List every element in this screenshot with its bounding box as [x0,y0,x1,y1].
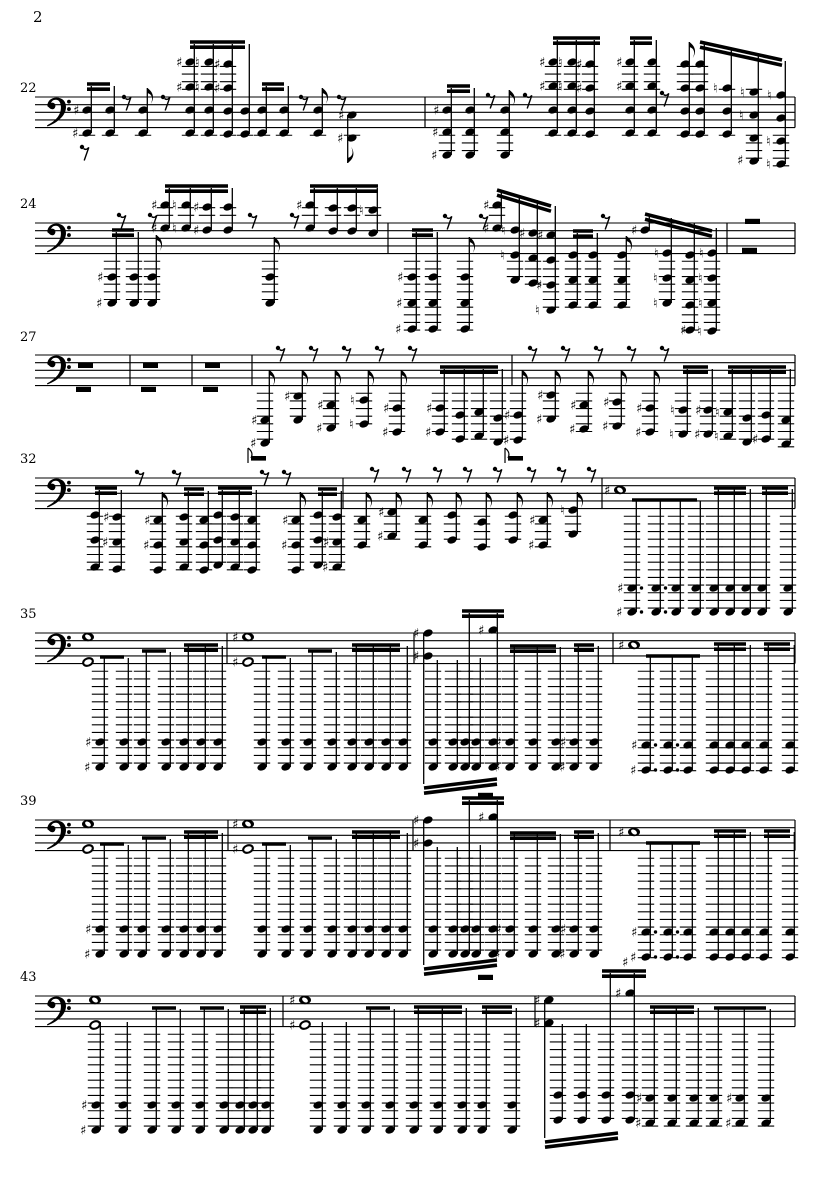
eighth-rest [309,346,313,350]
accidental: ♯ [635,425,642,441]
rest-dash [251,456,266,461]
whole-rest [143,363,158,368]
whole-rest [203,387,218,392]
eighth-rest [557,467,561,471]
accidental: ♯ [84,760,91,776]
bass-clef-icon [67,643,71,647]
flag [547,492,553,508]
accidental: ♯ [433,103,440,119]
accidental: ♯ [576,81,583,97]
eighth-rest [122,95,126,99]
accidental: ♯ [72,126,79,142]
accidental: ♯ [602,419,609,435]
bass-clef-icon [67,100,71,104]
whole-rest [478,975,493,980]
accidental: ♯ [560,735,567,751]
bass-clef-icon [67,358,71,362]
eighth-rest [161,95,165,99]
bass-clef-icon [49,639,55,645]
bass-clef-icon [67,830,71,834]
accidental: ♯ [604,483,611,499]
accidental: ♯ [413,649,420,665]
augmentation-dot [640,610,643,613]
eighth-rest [627,346,631,350]
flag [469,237,475,253]
accidental: ♯ [81,1098,88,1114]
accidental: ♯ [631,223,638,239]
flag [689,42,695,58]
measure-number: 22 [20,81,37,96]
accidental: ♯ [214,81,221,97]
flag [162,492,168,508]
accidental: ♯ [539,55,546,71]
accidental: ♮ [501,223,506,239]
accidental: ♯ [232,817,239,833]
eighth-rest [443,214,447,218]
measure-number: 24 [20,197,37,212]
accidental: ♯ [103,510,110,526]
flag [366,492,372,508]
accidental: ♮ [713,81,718,97]
accidental: ♯ [615,986,622,1002]
accidental: ♯ [281,538,288,554]
accidental: ♯ [395,322,402,338]
accidental: ♯ [539,79,546,95]
accidental: ♮ [349,417,354,433]
accidental: ♮ [698,271,703,287]
accidental: ♮ [766,134,771,150]
accidental: ♯ [338,108,345,124]
bass-clef-icon [67,999,71,1003]
accidental: ♯ [232,655,239,671]
accidental: ♯ [503,433,510,449]
augmentation-dot [664,610,667,613]
system-22 [20,38,795,173]
measure-number: 43 [20,970,37,985]
eighth-rest [172,470,176,474]
page-number: 2 [33,8,43,26]
augmentation-dot [676,743,679,746]
flag [456,492,462,508]
accidental: ♯ [176,55,183,71]
accidental: ♮ [172,198,177,214]
accidental: ♯ [232,842,239,858]
accidental: ♯ [193,200,200,216]
eighth-rest [660,346,664,350]
flag [577,492,583,508]
accidental: ♯ [337,131,344,147]
accidental: ♯ [616,605,623,621]
accidental: ♯ [559,760,566,776]
accidental: ♯ [382,425,389,441]
eighth-rest [135,470,139,474]
accidental: ♯ [737,153,744,169]
eighth-rest [370,467,374,471]
accidental: ♯ [97,270,104,286]
accidental: ♮ [500,248,505,264]
whole-rest [745,219,760,224]
eighth-rest [276,346,280,350]
bass-clef-icon [67,233,71,237]
accidental: ♮ [654,246,659,262]
accidental: ♮ [739,108,744,124]
flag [147,88,153,104]
accidental: ♯ [85,922,92,938]
accidental: ♯ [536,278,543,294]
measure-number: 32 [20,452,37,467]
accidental: ♯ [73,103,80,119]
bass-clef-icon [67,226,71,230]
accidental: ♯ [537,388,544,404]
accidental: ♯ [483,198,490,214]
whole-rest [78,363,93,368]
accidental: ♯ [193,223,200,239]
augmentation-dot [654,930,657,933]
accidental: ♯ [636,1091,643,1107]
accidental: ♯ [289,1018,296,1034]
accidental: ♮ [558,79,563,95]
accidental: ♯ [214,57,221,73]
eighth-rest [561,346,565,350]
accidental: ♯ [534,993,541,1009]
accidental: ♯ [603,395,610,411]
system-24 [20,186,795,340]
bass-clef-icon [49,103,55,109]
eighth-rest [290,213,294,217]
accidental: ♯ [176,80,183,96]
accidental: ♯ [85,735,92,751]
bass-clef-icon [49,826,55,832]
accidental: ♮ [535,303,540,319]
accidental: ♯ [504,408,511,424]
eighth-rest [463,467,467,471]
system-39 [20,794,798,980]
accidental: ♯ [151,221,158,237]
accidental: ♯ [630,950,637,966]
accidental: ♯ [84,947,91,963]
flag [396,492,402,508]
accidental: ♯ [396,296,403,312]
accidental: ♯ [316,421,323,437]
accidental: ♮ [766,157,771,173]
accidental: ♮ [699,246,704,262]
accidental: ♮ [698,296,703,312]
bass-clef-icon [67,488,71,492]
bass-clef-icon [67,107,71,111]
accidental: ♯ [559,947,566,963]
flag [274,237,280,253]
accidental: ♯ [232,630,239,646]
accidental: ♯ [317,398,324,414]
bass-clef-icon [49,484,55,490]
augmentation-dot [664,586,667,589]
accidental: ♯ [102,535,109,551]
accidental: ♮ [350,393,355,409]
accidental: ♯ [494,760,501,776]
accidental: ♯ [413,626,420,642]
whole-rest [205,363,220,368]
accidental: ♯ [478,623,485,639]
augmentation-dot [676,768,679,771]
accidental: ♯ [560,922,567,938]
accidental: ♮ [195,80,200,96]
eighth-rest [282,470,286,474]
accidental: ♮ [670,403,675,419]
whole-rest [742,248,757,253]
accidental: ♯ [569,422,576,438]
eighth-rest [260,470,264,474]
eighth-rest [523,93,527,97]
accidental: ♯ [425,425,432,441]
accidental: ♯ [378,505,385,521]
system-27 [20,330,795,452]
eighth-rest [117,213,121,217]
eighth-rest [402,467,406,471]
accidental: ♯ [617,581,624,597]
measure-number: 39 [20,794,37,809]
accidental: ♯ [494,947,501,963]
accidental: ♯ [282,513,289,529]
eighth-rest [527,467,531,471]
accidental: ♯ [529,513,536,529]
augmentation-dot [676,955,679,958]
accidental: ♯ [289,993,296,1009]
accidental: ♯ [284,389,291,405]
measure-number: 27 [20,330,37,345]
flag [427,492,433,508]
whole-rest [76,387,91,392]
accidental: ♯ [432,125,439,141]
bass-clef-icon [49,229,55,235]
accidental: ♯ [377,529,384,545]
bass-clef-icon [67,823,71,827]
accidental: ♮ [558,55,563,71]
accidental: ♯ [680,323,687,339]
eighth-rest [587,467,591,471]
accidental: ♮ [697,324,702,340]
accidental: ♯ [322,560,329,576]
accidental: ♯ [630,763,637,779]
accidental: ♯ [143,538,150,554]
accidental: ♯ [250,436,257,452]
accidental: ♯ [80,1123,87,1139]
accidental: ♯ [725,1116,732,1132]
eighth-rest [601,214,605,218]
system-32 [20,448,796,621]
accidental: ♯ [534,1016,541,1032]
measure-number: 35 [20,607,37,622]
accidental: ♯ [383,401,390,417]
augmentation-dot [654,768,657,771]
accidental: ♯ [478,810,485,826]
accidental: ♯ [726,1091,733,1107]
eighth-rest [479,214,483,218]
eighth-rest [80,145,84,149]
accidental: ♮ [669,427,674,443]
eighth-rest [433,467,437,471]
eighth-rest [375,346,379,350]
augmentation-dot [654,743,657,746]
accidental: ♯ [426,401,433,417]
accidental: ♮ [715,405,720,421]
bass-clef-icon [67,481,71,485]
accidental: ♯ [151,198,158,214]
accidental: ♯ [694,427,701,443]
eighth-rest [486,93,490,97]
bass-clef-icon [67,636,71,640]
eighth-rest [528,346,532,350]
accidental: ♯ [96,296,103,312]
accidental: ♯ [431,148,438,164]
accidental: ♯ [323,535,330,551]
flag [509,90,515,106]
eighth-rest [342,346,346,350]
system-35 [20,607,798,798]
bass-clef-icon [67,365,71,369]
accidental: ♯ [636,401,643,417]
accidental: ♮ [653,271,658,287]
accidental: ♮ [359,203,364,219]
bass-clef-icon [49,1002,55,1008]
accidental: ♯ [537,228,544,244]
eighth-rest [337,95,341,99]
whole-rest [141,387,156,392]
accidental: ♯ [631,738,638,754]
accidental: ♮ [767,88,772,104]
eighth-rest [299,95,303,99]
accidental: ♮ [195,55,200,71]
augmentation-dot [676,930,679,933]
accidental: ♯ [570,398,577,414]
augmentation-dot [654,955,657,958]
system-43 [20,956,795,1148]
bass-clef-icon [49,361,55,367]
accidental: ♯ [144,513,151,529]
flag [322,88,328,104]
accidental: ♯ [622,955,629,971]
accidental: ♮ [653,296,658,312]
accidental: ♯ [752,432,759,448]
eighth-rest [594,346,598,350]
accidental: ♯ [397,270,404,286]
rest-dash [508,456,523,461]
eighth-rest [493,467,497,471]
flag [156,235,162,251]
accidental: ♯ [616,79,623,95]
accidental: ♯ [519,226,526,242]
accidental: ♮ [172,221,177,237]
bass-clef-icon [67,1006,71,1010]
augmentation-dot [640,586,643,589]
eighth-rest [248,213,252,217]
accidental: ♯ [618,825,625,841]
flag [517,492,523,508]
accidental: ♯ [528,538,535,554]
flag [348,147,354,163]
accidental: ♯ [576,57,583,73]
accidental: ♯ [251,413,258,429]
accidental: ♯ [495,922,502,938]
accidental: ♯ [296,198,303,214]
accidental: ♯ [618,638,625,654]
eighth-rest [408,346,412,350]
accidental: ♯ [413,813,420,829]
accidental: ♮ [560,503,565,519]
accidental: ♯ [536,412,543,428]
accidental: ♮ [714,429,719,445]
accidental: ♯ [631,925,638,941]
accidental: ♮ [740,85,745,101]
accidental: ♯ [483,221,490,237]
flag [300,492,306,508]
accidental: ♯ [495,735,502,751]
accidental: ♯ [635,1116,642,1132]
accidental: ♯ [413,836,420,852]
flag [486,492,492,508]
eighth-rest [660,91,664,95]
accidental: ♯ [695,403,702,419]
accidental: ♯ [616,55,623,71]
